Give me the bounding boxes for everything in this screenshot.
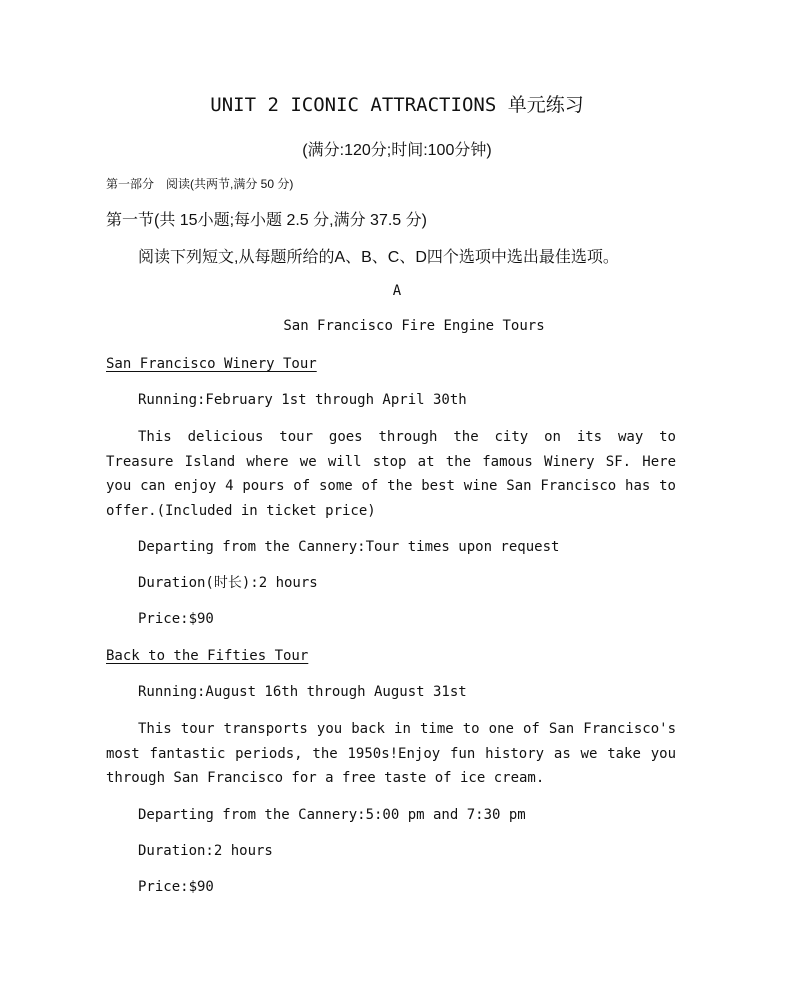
document-title: UNIT 2 ICONIC ATTRACTIONS 单元练习	[210, 94, 584, 116]
tour-name: Back to the Fifties Tour	[106, 648, 309, 664]
tour-departing: Departing from the Cannery:5:00 pm and 7:30 pm	[138, 807, 526, 823]
tour-price: Price:$90	[138, 611, 214, 627]
section-heading: 第一节(共 15小题;每小题 2.5 分,满分 37.5 分)	[106, 212, 427, 229]
tour-duration: Duration(时长):2 hours	[138, 575, 318, 591]
tour-name: San Francisco Winery Tour	[106, 356, 317, 372]
tour-description: This delicious tour goes through the city on its way to Treasure Island where we will stop at the famous Winery SF. Here you can enjoy 4 pours of some of the best wine San Francisco has to offer.(Included in ticket price)	[106, 429, 676, 519]
part-heading: 第一部分 阅读(共两节,满分 50 分)	[106, 177, 294, 191]
passage-letter: A	[392, 283, 402, 299]
tour-departing: Departing from the Cannery:Tour times upon request	[138, 539, 560, 555]
tour-price: Price:$90	[138, 879, 214, 895]
instructions: 阅读下列短文,从每题所给的A、B、C、D四个选项中选出最佳选项。	[138, 249, 619, 266]
tour-running: Running:August 16th through August 31st	[138, 684, 467, 700]
passage-title: San Francisco Fire Engine Tours	[283, 318, 545, 334]
tour-running: Running:February 1st through April 30th	[138, 392, 467, 408]
tour-description: This tour transports you back in time to one of San Francisco's most fantastic periods, the 1950s!Enjoy fun history as we take you through San Francisco for a free taste of ice cream.	[106, 721, 676, 786]
document-subtitle: (满分:120分;时间:100分钟)	[302, 142, 492, 159]
tour-duration: Duration:2 hours	[138, 843, 273, 859]
